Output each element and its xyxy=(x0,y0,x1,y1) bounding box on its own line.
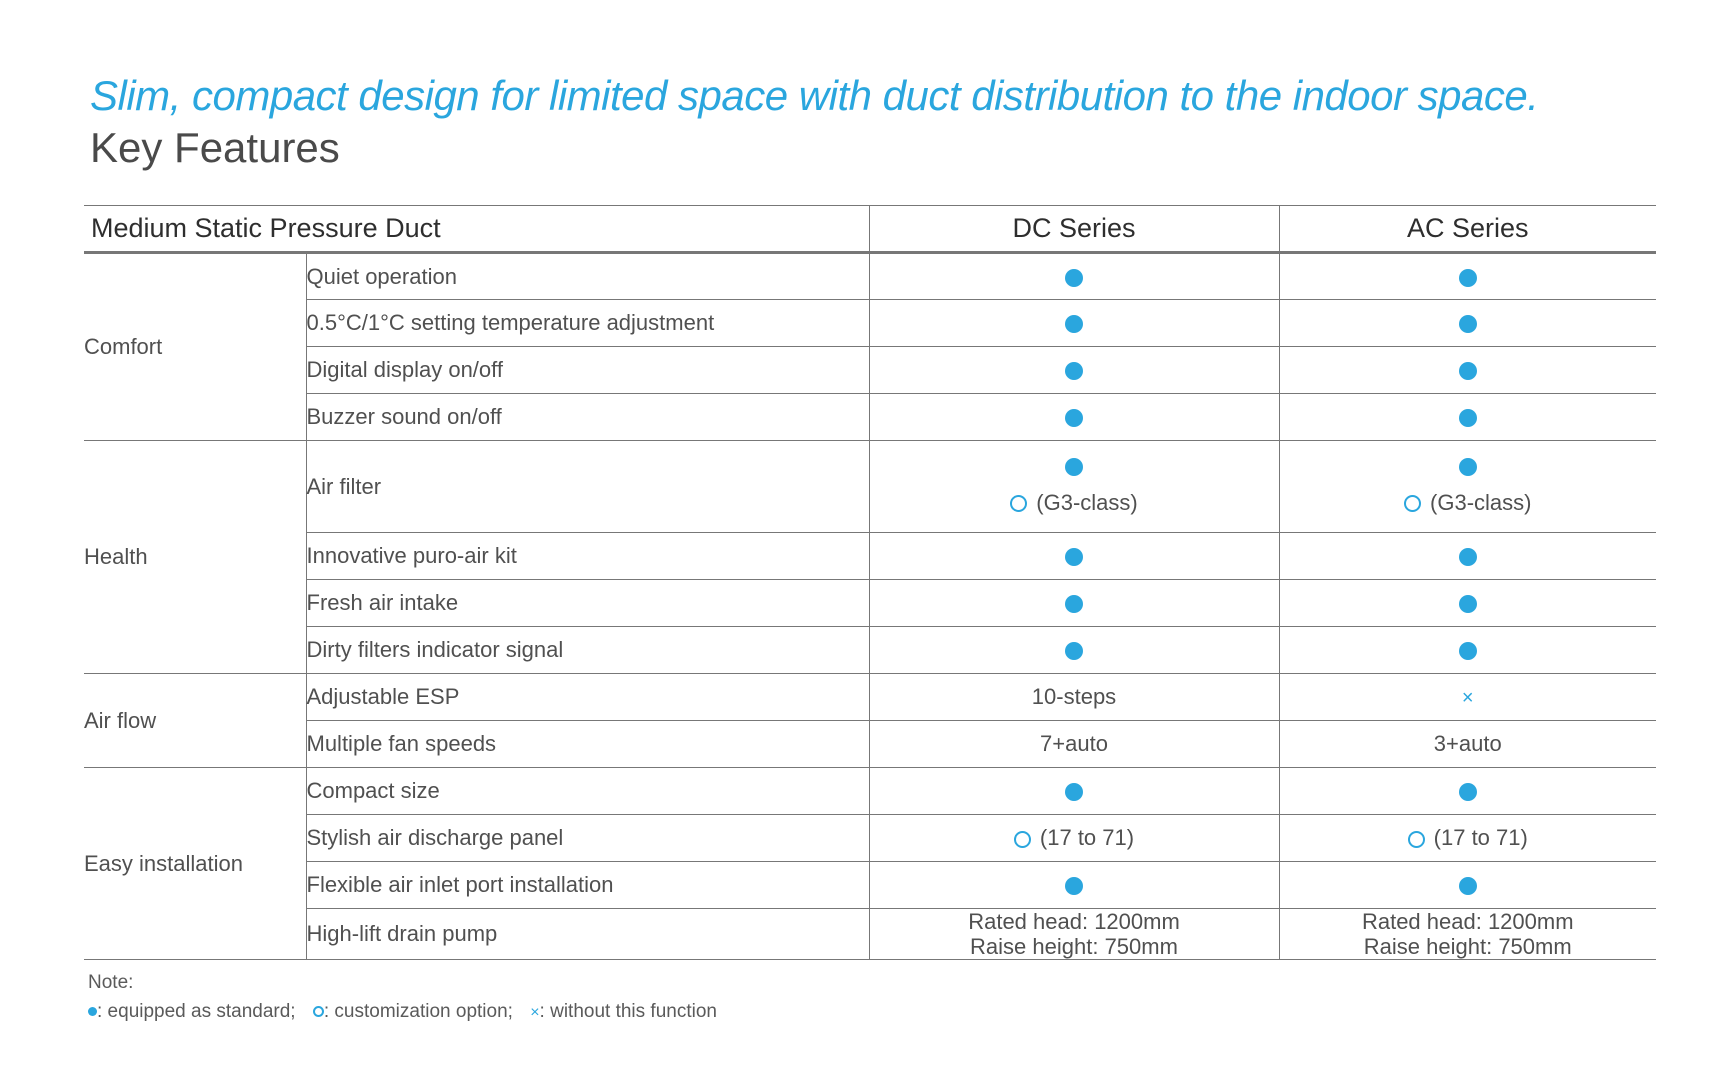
group-air-flow: Air flow xyxy=(84,674,306,768)
standard-dot-icon xyxy=(1065,269,1083,287)
dc-temp xyxy=(869,300,1279,347)
page-title: Key Features xyxy=(90,124,340,171)
group-comfort: Comfort xyxy=(84,253,306,441)
feature-air-inlet: Flexible air inlet port installation xyxy=(306,862,869,909)
feature-temp-adjustment: 0.5°C/1°C setting temperature adjustment xyxy=(306,300,869,347)
table-row xyxy=(84,815,1656,862)
standard-dot-icon xyxy=(1065,548,1083,566)
standard-dot-icon xyxy=(1065,877,1083,895)
standard-dot-icon xyxy=(88,1007,97,1016)
dc-pump xyxy=(869,909,1279,960)
tagline: Slim, compact design for limited space with duct distribution to the indoor space. xyxy=(90,72,1539,119)
feature-fan-speeds: Multiple fan speeds xyxy=(306,721,869,768)
standard-dot-icon xyxy=(1065,315,1083,333)
standard-dot-icon xyxy=(1459,642,1477,660)
feature-puro-air-kit: Innovative puro-air kit xyxy=(306,533,869,580)
table-row xyxy=(84,394,1656,441)
ac-fan: 3+auto xyxy=(1279,721,1656,768)
note-title: Note: xyxy=(88,972,134,993)
feature-air-filter: Air filter xyxy=(306,441,869,533)
ac-air-filter xyxy=(1279,441,1656,533)
dc-compact xyxy=(869,768,1279,815)
ac-dirty xyxy=(1279,627,1656,674)
standard-dot-icon xyxy=(1065,409,1083,427)
standard-dot-icon xyxy=(1459,595,1477,613)
header-ac-series: AC Series xyxy=(1279,206,1656,253)
dc-puro xyxy=(869,533,1279,580)
header-category: Medium Static Pressure Duct xyxy=(84,206,869,253)
feature-dirty-filter-signal: Dirty filters indicator signal xyxy=(306,627,869,674)
ac-compact xyxy=(1279,768,1656,815)
dc-fresh xyxy=(869,580,1279,627)
feature-discharge-panel: Stylish air discharge panel xyxy=(306,815,869,862)
feature-adjustable-esp: Adjustable ESP xyxy=(306,674,869,721)
group-easy-installation: Easy installation xyxy=(84,768,306,960)
standard-dot-icon xyxy=(1065,458,1083,476)
feature-digital-display: Digital display on/off xyxy=(306,347,869,394)
option-ring-icon xyxy=(1408,831,1425,848)
pump-rated-head: Rated head: 1200mm xyxy=(1361,909,1574,934)
cross-icon: × xyxy=(1461,687,1474,709)
feature-drain-pump: High-lift drain pump xyxy=(306,909,869,960)
standard-dot-icon xyxy=(1459,877,1477,895)
ac-quiet xyxy=(1279,253,1656,300)
ac-panel xyxy=(1279,815,1656,862)
option-label: (17 to 71) xyxy=(1433,825,1528,850)
legend-without: : without this function xyxy=(539,1001,717,1022)
header-dc-series: DC Series xyxy=(869,206,1279,253)
standard-dot-icon xyxy=(1459,548,1477,566)
table-row xyxy=(84,627,1656,674)
standard-dot-icon xyxy=(1065,783,1083,801)
table-row xyxy=(84,253,1656,300)
standard-dot-icon xyxy=(1459,458,1477,476)
table-row xyxy=(84,674,1656,721)
ac-display xyxy=(1279,347,1656,394)
pump-raise-height: Raise height: 750mm xyxy=(970,934,1178,959)
feature-compact-size: Compact size xyxy=(306,768,869,815)
cross-icon: × xyxy=(530,1004,540,1021)
ac-temp xyxy=(1279,300,1656,347)
feature-fresh-air: Fresh air intake xyxy=(306,580,869,627)
table-row xyxy=(84,862,1656,909)
option-ring-icon xyxy=(1404,495,1421,512)
dc-inlet xyxy=(869,862,1279,909)
dc-dirty xyxy=(869,627,1279,674)
option-ring-icon xyxy=(313,1006,324,1017)
pump-raise-height: Raise height: 750mm xyxy=(1363,934,1572,959)
standard-dot-icon xyxy=(1065,595,1083,613)
feature-buzzer: Buzzer sound on/off xyxy=(306,394,869,441)
table-row xyxy=(84,347,1656,394)
table-header-row xyxy=(84,206,1656,253)
table-row xyxy=(84,768,1656,815)
legend xyxy=(88,1001,717,1023)
ac-pump xyxy=(1279,909,1656,960)
features-table xyxy=(84,205,1656,960)
dc-quiet xyxy=(869,253,1279,300)
pump-rated-head: Rated head: 1200mm xyxy=(968,909,1180,934)
ac-esp xyxy=(1279,674,1656,721)
standard-dot-icon xyxy=(1459,315,1477,333)
ac-puro xyxy=(1279,533,1656,580)
option-label: (17 to 71) xyxy=(1039,825,1135,850)
dc-buzzer xyxy=(869,394,1279,441)
table-row xyxy=(84,441,1656,533)
ac-fresh xyxy=(1279,580,1656,627)
legend-standard: : equipped as standard; xyxy=(97,1001,296,1022)
option-ring-icon xyxy=(1014,831,1031,848)
dc-air-filter xyxy=(869,441,1279,533)
option-label: (G3-class) xyxy=(1430,489,1532,515)
standard-dot-icon xyxy=(1459,783,1477,801)
standard-dot-icon xyxy=(1459,269,1477,287)
option-ring-icon xyxy=(1010,495,1027,512)
dc-esp: 10-steps xyxy=(869,674,1279,721)
feature-quiet-operation: Quiet operation xyxy=(306,253,869,300)
group-health: Health xyxy=(84,441,306,674)
option-label: (G3-class) xyxy=(1036,489,1138,515)
table-row xyxy=(84,721,1656,768)
legend-option: : customization option; xyxy=(323,1001,513,1022)
standard-dot-icon xyxy=(1459,362,1477,380)
standard-dot-icon xyxy=(1459,409,1477,427)
table-row xyxy=(84,909,1656,960)
table-row xyxy=(84,533,1656,580)
table-row xyxy=(84,580,1656,627)
dc-panel xyxy=(869,815,1279,862)
standard-dot-icon xyxy=(1065,362,1083,380)
dc-display xyxy=(869,347,1279,394)
ac-buzzer xyxy=(1279,394,1656,441)
dc-fan: 7+auto xyxy=(869,721,1279,768)
standard-dot-icon xyxy=(1065,642,1083,660)
table-row xyxy=(84,300,1656,347)
ac-inlet xyxy=(1279,862,1656,909)
